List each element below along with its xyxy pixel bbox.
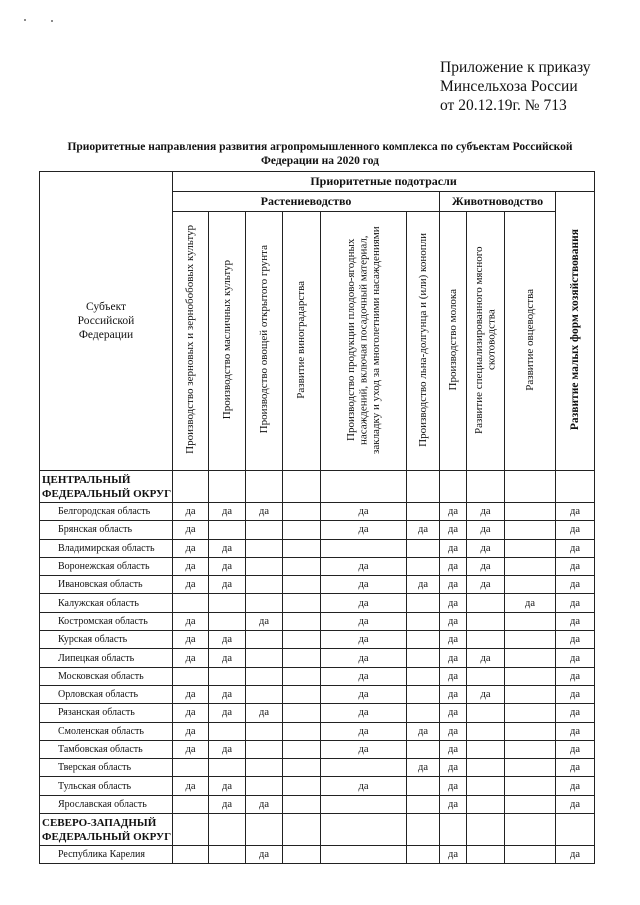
region-name: Ивановская область (40, 576, 173, 594)
priority-cell: да (209, 740, 246, 758)
priority-cell (283, 576, 321, 594)
priority-cell (246, 557, 283, 575)
region-name: Липецкая область (40, 649, 173, 667)
column-header-text: Производство масличных культур (220, 259, 233, 420)
priority-cell: да (246, 704, 283, 722)
priority-cell: да (209, 576, 246, 594)
priority-cell (321, 759, 407, 777)
region-name: Тульская область (40, 777, 173, 795)
column-header-fruit (321, 212, 407, 471)
priority-cell (467, 594, 505, 612)
priority-cell (173, 795, 209, 813)
priority-cell (209, 667, 246, 685)
priority-cell (246, 521, 283, 539)
column-header-oilseed (209, 212, 246, 471)
priority-cell: да (440, 685, 467, 703)
column-header-text: Развитие овцеводства (523, 288, 536, 391)
priority-cell: да (173, 612, 209, 630)
table-row (40, 539, 595, 557)
priority-cell (283, 631, 321, 649)
column-header-grain (173, 212, 209, 471)
priority-cell: да (246, 846, 283, 864)
priority-cell: да (173, 685, 209, 703)
priority-cell: да (321, 612, 407, 630)
priority-cell: да (321, 667, 407, 685)
priority-cell: да (556, 539, 595, 557)
priority-cell (407, 557, 440, 575)
priority-cell (246, 649, 283, 667)
table-row (40, 846, 595, 864)
priority-header: Приоритетные подотрасли (173, 172, 595, 192)
priority-cell: да (209, 795, 246, 813)
document-title (40, 140, 600, 168)
table-row (40, 649, 595, 667)
table-row (40, 503, 595, 521)
priority-cell (246, 685, 283, 703)
annex-line: Минсельхоза России (440, 78, 578, 95)
priority-cell: да (173, 704, 209, 722)
priority-cell: да (556, 521, 595, 539)
priority-cell (467, 631, 505, 649)
table-row (40, 685, 595, 703)
scan-speck (51, 20, 53, 22)
priority-cell (283, 722, 321, 740)
priority-cell (467, 704, 505, 722)
priority-cell: да (173, 649, 209, 667)
table-row (40, 795, 595, 813)
priority-cell (467, 777, 505, 795)
priority-cell: да (556, 685, 595, 703)
priority-cell: да (556, 759, 595, 777)
priority-cell (283, 685, 321, 703)
annex-note (440, 58, 591, 115)
priority-cell (407, 594, 440, 612)
subject-header-line: Субъект (85, 301, 127, 313)
priority-cell: да (173, 503, 209, 521)
priority-cell (173, 846, 209, 864)
priority-cell: да (173, 557, 209, 575)
priority-cell (467, 846, 505, 864)
column-header-vegetables (246, 212, 283, 471)
region-name: Тамбовская область (40, 740, 173, 758)
priority-cell (283, 846, 321, 864)
table-row (40, 612, 595, 630)
table-row (40, 557, 595, 575)
priority-cell (283, 740, 321, 758)
priority-table (39, 171, 595, 864)
priority-cell: да (321, 594, 407, 612)
priority-cell: да (321, 685, 407, 703)
priority-cell: да (321, 521, 407, 539)
priority-cell (467, 759, 505, 777)
priority-cell (283, 612, 321, 630)
priority-cell (283, 759, 321, 777)
priority-cell (505, 612, 556, 630)
priority-cell (321, 846, 407, 864)
priority-cell: да (321, 503, 407, 521)
priority-cell (505, 667, 556, 685)
table-row (40, 740, 595, 758)
region-name: Орловская область (40, 685, 173, 703)
priority-cell (407, 539, 440, 557)
priority-cell: да (246, 503, 283, 521)
priority-cell (407, 503, 440, 521)
priority-cell: да (407, 759, 440, 777)
priority-cell: да (556, 612, 595, 630)
priority-cell (467, 740, 505, 758)
subject-header (40, 172, 173, 471)
priority-cell (505, 503, 556, 521)
priority-cell (283, 539, 321, 557)
column-header-text: Производство зерновых и зернобобовых культур (184, 225, 197, 454)
region-name: Калужская область (40, 594, 173, 612)
priority-cell (505, 740, 556, 758)
priority-cell (467, 667, 505, 685)
priority-cell: да (321, 649, 407, 667)
priority-cell (246, 722, 283, 740)
priority-cell: да (440, 631, 467, 649)
priority-cell: да (440, 846, 467, 864)
priority-cell (505, 722, 556, 740)
priority-cell: да (467, 649, 505, 667)
priority-cell: да (467, 557, 505, 575)
priority-cell: да (173, 631, 209, 649)
priority-cell: да (467, 503, 505, 521)
title-line: Федерации на 2020 год (261, 155, 379, 167)
annex-line: от 20.12.19г. № 713 (440, 97, 567, 114)
priority-cell: да (556, 704, 595, 722)
priority-cell (505, 631, 556, 649)
priority-cell (209, 846, 246, 864)
priority-cell: да (209, 557, 246, 575)
priority-cell: да (440, 795, 467, 813)
priority-cell: да (440, 503, 467, 521)
priority-cell: да (321, 777, 407, 795)
table-row (40, 576, 595, 594)
column-header-text: Производство продукции плодово-ягодных насаждений, включая посадочный материал, закладку и уход за многолетними насаждениями (344, 225, 382, 454)
column-header-flax (407, 212, 440, 471)
table-row (40, 594, 595, 612)
priority-cell (505, 649, 556, 667)
column-header-text: Производство овощей открытого грунта (257, 245, 270, 434)
priority-cell (246, 539, 283, 557)
priority-cell: да (173, 722, 209, 740)
priority-cell (283, 594, 321, 612)
priority-cell: да (440, 521, 467, 539)
table-row (40, 667, 595, 685)
priority-cell (246, 740, 283, 758)
priority-cell (283, 704, 321, 722)
title-line: Приоритетные направления развития агропромышленного комплекса по субъектам Российской (67, 141, 573, 153)
priority-cell: да (321, 631, 407, 649)
northwest-district-body (40, 814, 595, 864)
plant-header: Растениеводство (173, 192, 440, 212)
priority-cell: да (440, 740, 467, 758)
priority-cell: да (246, 795, 283, 813)
priority-cell: да (440, 594, 467, 612)
priority-cell: да (467, 576, 505, 594)
region-name: Курская область (40, 631, 173, 649)
region-name: Смоленская область (40, 722, 173, 740)
priority-cell (407, 612, 440, 630)
central-district-body (40, 471, 595, 814)
priority-cell (505, 539, 556, 557)
priority-cell (246, 759, 283, 777)
priority-cell: да (440, 539, 467, 557)
priority-cell: да (556, 576, 595, 594)
priority-cell (407, 846, 440, 864)
priority-cell (173, 594, 209, 612)
priority-cell: да (173, 740, 209, 758)
priority-cell (283, 557, 321, 575)
region-name: Ярославская область (40, 795, 173, 813)
priority-cell: да (173, 539, 209, 557)
priority-cell: да (556, 795, 595, 813)
column-header-text: Производство молока (446, 288, 459, 391)
region-name: Брянская область (40, 521, 173, 539)
priority-cell (173, 667, 209, 685)
priority-cell: да (440, 704, 467, 722)
priority-cell: да (467, 539, 505, 557)
priority-cell: да (440, 722, 467, 740)
priority-cell (246, 594, 283, 612)
livestock-header: Животноводство (440, 192, 556, 212)
region-name: Республика Карелия (40, 846, 173, 864)
district-name: СЕВЕРО-ЗАПАДНЫЙ ФЕДЕРАЛЬНЫЙ ОКРУГ (40, 814, 173, 846)
priority-cell: да (321, 740, 407, 758)
priority-cell: да (440, 557, 467, 575)
priority-cell (209, 612, 246, 630)
priority-cell: да (209, 704, 246, 722)
table-row (40, 722, 595, 740)
priority-cell (467, 722, 505, 740)
priority-cell (407, 667, 440, 685)
priority-cell (505, 759, 556, 777)
priority-cell: да (407, 722, 440, 740)
column-header-sheep (505, 212, 556, 471)
priority-cell (467, 795, 505, 813)
priority-cell: да (440, 667, 467, 685)
priority-cell: да (440, 576, 467, 594)
column-header-text: Развитие виноградарства (295, 280, 308, 399)
priority-cell: да (407, 576, 440, 594)
priority-cell: да (321, 576, 407, 594)
region-name: Владимирская область (40, 539, 173, 557)
column-header-text: Производство льна-долгунца и (или) конопли (416, 232, 429, 447)
priority-cell (505, 685, 556, 703)
priority-cell: да (407, 521, 440, 539)
table-row (40, 759, 595, 777)
priority-cell (283, 649, 321, 667)
priority-cell (209, 722, 246, 740)
column-header-milk (440, 212, 467, 471)
priority-cell: да (440, 759, 467, 777)
priority-cell: да (321, 704, 407, 722)
table-row (40, 521, 595, 539)
priority-cell (246, 777, 283, 795)
column-header-beef (467, 212, 505, 471)
priority-cell: да (209, 503, 246, 521)
priority-cell: да (321, 722, 407, 740)
priority-cell (173, 759, 209, 777)
table-row (40, 704, 595, 722)
priority-cell: да (173, 521, 209, 539)
priority-cell (407, 777, 440, 795)
priority-cell: да (209, 685, 246, 703)
priority-cell (505, 795, 556, 813)
priority-cell: да (209, 631, 246, 649)
priority-cell (321, 539, 407, 557)
priority-cell: да (556, 740, 595, 758)
priority-cell (209, 594, 246, 612)
region-name: Рязанская область (40, 704, 173, 722)
priority-cell: да (246, 612, 283, 630)
priority-cell (209, 759, 246, 777)
subject-header-line: Федерации (78, 329, 134, 341)
priority-cell: да (556, 649, 595, 667)
priority-cell (246, 576, 283, 594)
priority-cell (321, 795, 407, 813)
priority-cell: да (556, 594, 595, 612)
priority-cell (505, 576, 556, 594)
priority-cell: да (209, 539, 246, 557)
district-name: ЦЕНТРАЛЬНЫЙ ФЕДЕРАЛЬНЫЙ ОКРУГ (40, 471, 173, 503)
priority-cell (505, 704, 556, 722)
priority-cell (467, 612, 505, 630)
priority-cell: да (556, 722, 595, 740)
priority-cell: да (556, 846, 595, 864)
priority-cell (407, 631, 440, 649)
priority-cell (407, 795, 440, 813)
column-header-viticulture (283, 212, 321, 471)
priority-cell (246, 667, 283, 685)
priority-cell: да (440, 649, 467, 667)
priority-cell: да (556, 631, 595, 649)
column-header-text: Развитие малых форм хозяйствования (568, 228, 581, 431)
priority-cell: да (505, 594, 556, 612)
priority-cell (505, 846, 556, 864)
priority-cell: да (440, 612, 467, 630)
priority-cell (407, 649, 440, 667)
priority-cell (283, 667, 321, 685)
priority-cell (209, 521, 246, 539)
priority-cell (283, 521, 321, 539)
column-header-text: Развитие специализированного мясного скотоводства (473, 245, 498, 434)
priority-cell (407, 704, 440, 722)
priority-cell: да (467, 685, 505, 703)
priority-cell (246, 631, 283, 649)
column-header-small (556, 192, 595, 471)
priority-cell (283, 503, 321, 521)
priority-cell: да (556, 667, 595, 685)
annex-line: Приложение к приказу (440, 59, 591, 76)
priority-cell (283, 777, 321, 795)
priority-cell: да (209, 777, 246, 795)
priority-cell: да (440, 777, 467, 795)
table-row (40, 777, 595, 795)
region-name: Московская область (40, 667, 173, 685)
priority-cell (505, 521, 556, 539)
priority-cell: да (173, 777, 209, 795)
priority-cell (407, 685, 440, 703)
priority-cell (505, 777, 556, 795)
table-row (40, 631, 595, 649)
region-name: Белгородская область (40, 503, 173, 521)
priority-cell: да (467, 521, 505, 539)
priority-cell: да (321, 557, 407, 575)
priority-cell (505, 557, 556, 575)
region-name: Тверская область (40, 759, 173, 777)
priority-cell: да (556, 777, 595, 795)
priority-cell: да (173, 576, 209, 594)
priority-cell: да (556, 503, 595, 521)
priority-cell (283, 795, 321, 813)
scan-speck (24, 19, 26, 21)
priority-cell (407, 740, 440, 758)
subject-header-line: Российской (77, 315, 135, 327)
region-name: Костромская область (40, 612, 173, 630)
priority-cell: да (556, 557, 595, 575)
region-name: Воронежская область (40, 557, 173, 575)
priority-cell: да (209, 649, 246, 667)
